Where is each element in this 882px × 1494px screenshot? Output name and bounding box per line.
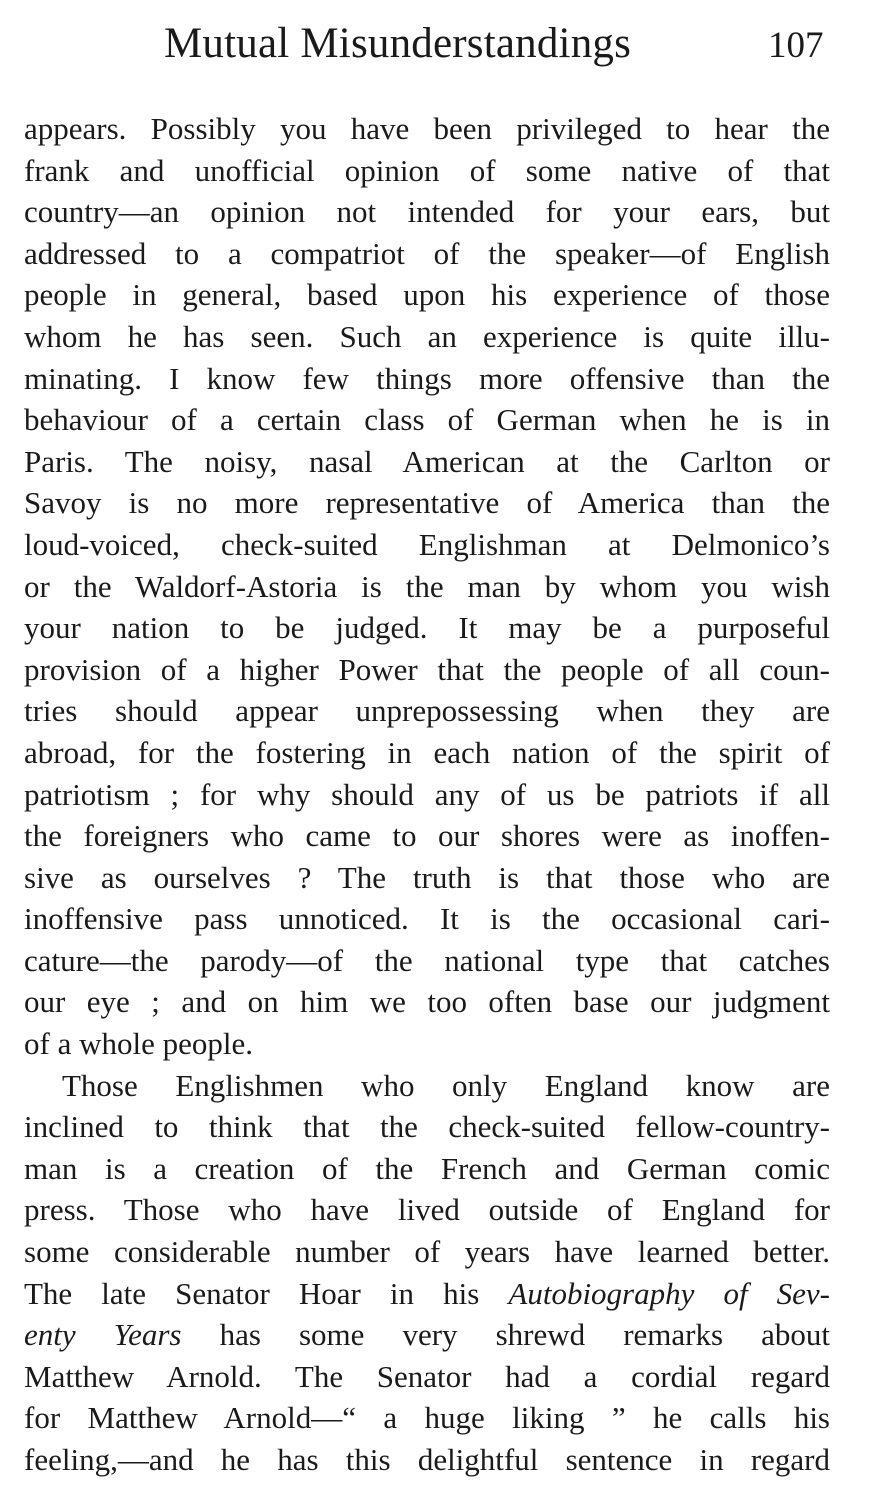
text-line: our eye ; and on him we too often base our judgment: [24, 984, 830, 1020]
text-line: cature—the parody—of the national type that catches: [24, 942, 830, 978]
text-line: Matthew Arnold. The Senator had a cordial regard: [24, 1358, 830, 1394]
chapter-title: Mutual Misunderstandings: [164, 20, 632, 67]
text-line: inclined to think that the check-suited fellow-country-: [24, 1109, 830, 1145]
text-line: patriotism ; for why should any of us be patriots if all: [24, 776, 830, 812]
text-segment: The late Senator Hoar in his: [24, 1275, 480, 1311]
text-line: tries should appear unprepossessing when they are: [24, 693, 830, 729]
text-line: whom he has seen. Such an experience is quite illu-: [24, 318, 830, 354]
text-line-with-italic-title: [24, 1273, 830, 1315]
text-line: sive as ourselves ? The truth is that those who are: [24, 859, 830, 895]
text-line: abroad, for the fostering in each nation of the spirit of: [24, 734, 830, 770]
text-line: loud-voiced, check-suited Englishman at Delmonico’s: [24, 526, 830, 562]
text-line: man is a creation of the French and German comic: [24, 1150, 830, 1186]
text-line: country—an opinion not intended for your ears, but: [24, 194, 830, 230]
book-title-italic: Autobiography of Sev-: [508, 1275, 830, 1311]
text-line: inoffensive pass unnoticed. It is the occasional cari-: [24, 901, 830, 937]
text-line: behaviour of a certain class of German when he is in: [24, 402, 830, 438]
page-number: 107: [768, 25, 824, 66]
text-line: of a whole people.: [24, 1026, 253, 1062]
text-segment: has some very shrewd remarks about: [219, 1317, 830, 1353]
text-line: some considerable number of years have learned better.: [24, 1234, 830, 1270]
text-line: people in general, based upon his experience of those: [24, 277, 830, 313]
text-line: your nation to be judged. It may be a purposeful: [24, 610, 830, 646]
text-line: addressed to a compatriot of the speaker—of English: [24, 235, 830, 271]
text-line: Paris. The noisy, nasal American at the Carlton or: [24, 443, 830, 479]
text-line: for Matthew Arnold—“ a huge liking ” he calls his: [24, 1400, 830, 1436]
book-title-italic: enty Years: [24, 1317, 182, 1353]
text-line: appears. Possibly you have been privileged to hear the: [24, 111, 830, 146]
text-line: or the Waldorf-Astoria is the man by whom you wish: [24, 568, 830, 604]
text-line: Those Englishmen who only England know are: [62, 1067, 830, 1103]
running-header: [0, 14, 882, 74]
text-line: Savoy is no more representative of America than the: [24, 485, 830, 521]
text-line: feeling,—and he has this delightful sentence in regard: [24, 1442, 830, 1477]
text-line: frank and unofficial opinion of some native of that: [24, 152, 830, 188]
text-line: provision of a higher Power that the people of all coun-: [24, 651, 830, 687]
text-line: the foreigners who came to our shores were as inoffen-: [24, 818, 830, 854]
body-text: [24, 108, 830, 1481]
text-line: press. Those who have lived outside of England for: [24, 1192, 830, 1228]
text-line-with-italic-title: [24, 1314, 830, 1356]
text-line: minating. I know few things more offensive than the: [24, 360, 830, 396]
